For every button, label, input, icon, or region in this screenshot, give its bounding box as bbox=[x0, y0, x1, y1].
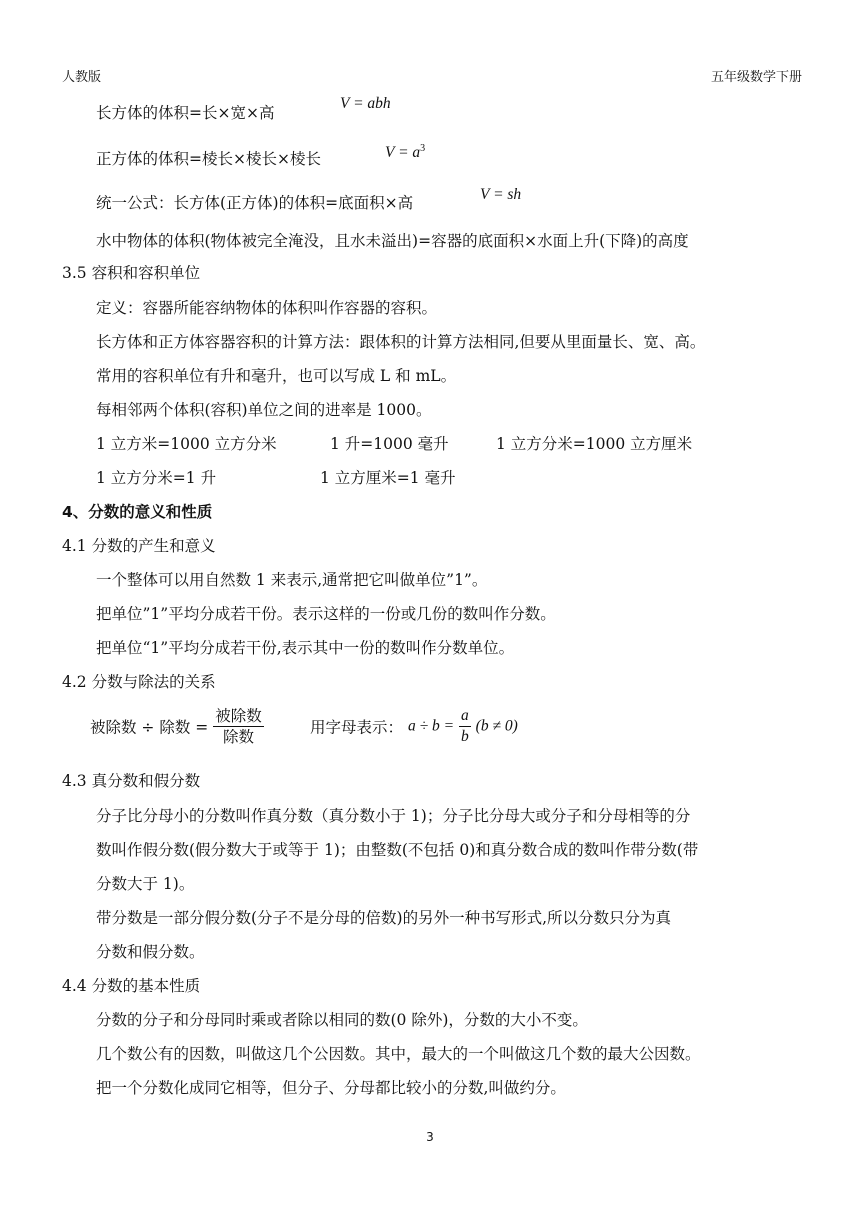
cuboid-volume-text: 长方体的体积=长×宽×高 bbox=[96, 104, 275, 122]
cube-formula-base: V = a bbox=[385, 144, 421, 162]
proper-fraction-text-2: 数叫作假分数(假分数大于或等于 1)；由整数(不包括 0)和真分数合成的数叫作带分数(带 bbox=[96, 841, 699, 859]
section-4-4-title: 4.4 分数的基本性质 bbox=[62, 977, 201, 995]
division-lhs: 被除数 ÷ 除数 = bbox=[90, 718, 209, 737]
division-fraction-formula bbox=[90, 706, 264, 747]
cuboid-volume-formula: V = abh bbox=[340, 95, 391, 112]
unit-conversion-4: 1 立方分米=1 升 bbox=[96, 469, 217, 487]
capacity-method: 长方体和正方体容器容积的计算方法：跟体积的计算方法相同,但要从里面量长、宽、高。 bbox=[96, 333, 706, 351]
unit-conversion-1: 1 立方米=1000 立方分米 bbox=[96, 435, 277, 453]
unified-volume-text: 统一公式：长方体(正方体)的体积=底面积×高 bbox=[96, 194, 414, 212]
mixed-number-text-2: 分数和假分数。 bbox=[96, 943, 205, 961]
chapter-4-title: 4、分数的意义和性质 bbox=[62, 503, 213, 521]
section-3-5-title: 3.5 容积和容积单位 bbox=[62, 264, 201, 282]
letter-numerator: a bbox=[459, 706, 471, 727]
basic-property: 分数的分子和分母同时乘或者除以相同的数(0 除外)，分数的大小不变。 bbox=[96, 1011, 588, 1029]
mixed-number-text-1: 带分数是一部分假分数(分子不是分母的倍数)的另外一种书写形式,所以分数只分为真 bbox=[96, 909, 672, 927]
letter-formula-lhs: a ÷ b = bbox=[407, 717, 455, 735]
unit-conversion-5: 1 立方厘米=1 毫升 bbox=[320, 469, 456, 487]
unit-conversion-2: 1 升=1000 毫升 bbox=[330, 435, 449, 453]
letter-condition: (b ≠ 0) bbox=[475, 717, 518, 735]
header-right: 五年级数学下册 bbox=[710, 70, 802, 85]
unit-conversion-3: 1 立方分米=1000 立方厘米 bbox=[496, 435, 693, 453]
cube-formula-exponent: 3 bbox=[420, 143, 426, 154]
letter-fraction bbox=[459, 706, 471, 747]
section-4-2-title: 4.2 分数与除法的关系 bbox=[62, 673, 216, 691]
division-fraction bbox=[213, 706, 264, 747]
capacity-definition: 定义：容器所能容纳物体的体积叫作容器的容积。 bbox=[96, 299, 438, 317]
section-4-1-title: 4.1 分数的产生和意义 bbox=[62, 537, 216, 555]
capacity-units: 常用的容积单位有升和毫升，也可以写成 L 和 mL。 bbox=[96, 367, 457, 385]
letter-formula bbox=[310, 706, 518, 747]
page-number: 3 bbox=[426, 1130, 434, 1144]
proper-fraction-text-1: 分子比分母小的分数叫作真分数（真分数小于 1)；分子比分母大或分子和分母相等的分 bbox=[96, 807, 691, 825]
fraction-definition: 把单位”1”平均分成若干份。表示这样的一份或几份的数叫作分数。 bbox=[96, 605, 556, 623]
section-4-3-title: 4.3 真分数和假分数 bbox=[62, 772, 201, 790]
unit-rate: 每相邻两个体积(容积)单位之间的进率是 1000。 bbox=[96, 401, 432, 419]
unified-volume-formula: V = sh bbox=[480, 186, 522, 203]
water-volume-text: 水中物体的体积(物体被完全淹没，且水未溢出)=容器的底面积×水面上升(下降)的高度 bbox=[96, 232, 689, 250]
proper-fraction-text-3: 分数大于 1)。 bbox=[96, 875, 195, 893]
simplification-definition: 把一个分数化成同它相等，但分子、分母都比较小的分数,叫做约分。 bbox=[96, 1079, 566, 1097]
letter-denominator: b bbox=[460, 728, 469, 745]
fraction-numerator: 被除数 bbox=[215, 707, 262, 725]
fraction-unit-definition: 把单位“1”平均分成若干份,表示其中一份的数叫作分数单位。 bbox=[96, 639, 515, 657]
common-factor-definition: 几个数公有的因数，叫做这几个公因数。其中，最大的一个叫做这几个数的最大公因数。 bbox=[96, 1045, 701, 1063]
unit-one-definition: 一个整体可以用自然数 1 来表示,通常把它叫做单位”1”。 bbox=[96, 571, 488, 589]
fraction-denominator: 除数 bbox=[222, 728, 254, 746]
letter-formula-label: 用字母表示： bbox=[310, 718, 404, 737]
header-left: 人教版 bbox=[62, 70, 102, 85]
cube-volume-text: 正方体的体积=棱长×棱长×棱长 bbox=[96, 150, 321, 168]
cube-volume-formula bbox=[385, 143, 425, 162]
